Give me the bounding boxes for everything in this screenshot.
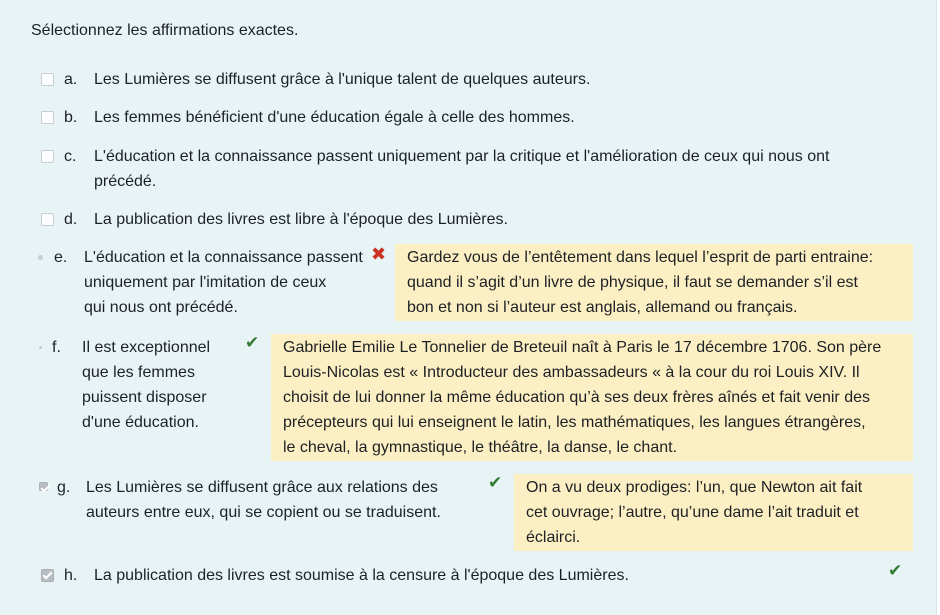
correct-icon: ✔	[888, 561, 903, 580]
option-text: La publication des livres est libre à l'époque des Lumières.	[94, 211, 508, 228]
option-letter: d.	[64, 211, 78, 228]
option-text-line: auteurs entre eux, qui se copient ou se traduisent.	[86, 504, 441, 521]
option-f[interactable]	[38, 335, 258, 435]
option-text: La publication des livres est soumise à la censure à l'époque des Lumières.	[94, 567, 629, 584]
option-text-line: L'éducation et la connaissance passent uniquement par la critique et l'amélioration de ceux qui nous ont	[94, 148, 830, 165]
option-d[interactable]	[41, 207, 921, 232]
option-g-checkbox[interactable]	[39, 482, 48, 491]
feedback-line: éclairci.	[526, 529, 581, 546]
feedback-box-f	[271, 334, 913, 461]
option-c-checkbox[interactable]	[41, 150, 54, 163]
option-letter: h.	[64, 567, 78, 584]
feedback-line: choisit de lui donner la même éducation qu’à ses deux frères aînés et fait venir des	[283, 389, 870, 406]
option-text-line: uniquement par l'imitation de ceux	[84, 274, 327, 291]
correct-icon: ✔	[488, 473, 503, 492]
option-text: Les femmes bénéficient d'une éducation égale à celle des hommes.	[94, 109, 575, 126]
feedback-line: cet ouvrage; l’autre, qu’une dame l’ait traduit et	[526, 504, 859, 521]
option-text-line: précédé.	[94, 173, 157, 190]
feedback-line: On a vu deux prodiges: l’un, que Newton ait fait	[526, 479, 863, 496]
feedback-line: quand il s’agit d’un livre de physique, il faut se demander s’il est	[407, 274, 858, 291]
option-text-line: puissent disposer	[82, 389, 207, 406]
option-letter: b.	[64, 109, 78, 126]
option-g[interactable]	[38, 475, 498, 525]
option-letter: c.	[64, 148, 77, 165]
option-text-line: L'éducation et la connaissance passent	[84, 249, 363, 266]
option-h[interactable]	[41, 563, 921, 588]
correct-icon: ✔	[245, 333, 260, 352]
option-text: Les Lumières se diffusent grâce à l'unique talent de quelques auteurs.	[94, 71, 591, 88]
feedback-line: le cheval, la gymnastique, le théâtre, la danse, le chant.	[283, 439, 678, 456]
option-a-checkbox[interactable]	[41, 73, 54, 86]
feedback-line: précepteurs qui lui enseignent le latin, les mathématiques, les langues étrangères,	[283, 414, 866, 431]
feedback-line: Gabrielle Emilie Le Tonnelier de Breteuil naît à Paris le 17 décembre 1706. Son père	[283, 339, 882, 356]
option-text-line: d'une éducation.	[82, 414, 199, 431]
option-b[interactable]	[41, 105, 921, 130]
feedback-line: Gardez vous de l’entêtement dans lequel l’esprit de parti entraine:	[407, 249, 874, 266]
option-text-line: Les Lumières se diffusent grâce aux relations des	[86, 479, 438, 496]
option-letter: a.	[64, 71, 78, 88]
option-text-line: Il est exceptionnel	[82, 339, 211, 356]
option-letter: e.	[54, 249, 68, 266]
question-prompt: Sélectionnez les affirmations exactes.	[31, 22, 299, 39]
option-b-checkbox[interactable]	[41, 111, 54, 124]
option-text-line: que les femmes	[82, 364, 195, 381]
feedback-line: bon et non si l’auteur est anglais, allemand ou français.	[407, 299, 798, 316]
option-letter: g.	[57, 479, 71, 496]
option-d-checkbox[interactable]	[41, 213, 54, 226]
option-a[interactable]	[41, 67, 921, 92]
option-e-checkbox[interactable]	[38, 255, 43, 260]
option-text-line: qui nous ont précédé.	[84, 299, 238, 316]
feedback-line: Louis-Nicolas est « Introducteur des ambassadeurs « à la cour du roi Louis XIV. Il	[283, 364, 860, 381]
feedback-box-g	[514, 474, 913, 551]
option-c[interactable]	[41, 144, 921, 194]
incorrect-icon: ✖	[371, 244, 387, 264]
option-f-checkbox[interactable]	[39, 346, 42, 349]
feedback-box-e	[395, 244, 913, 321]
option-h-checkbox[interactable]	[41, 569, 54, 582]
option-letter: f.	[52, 339, 61, 356]
